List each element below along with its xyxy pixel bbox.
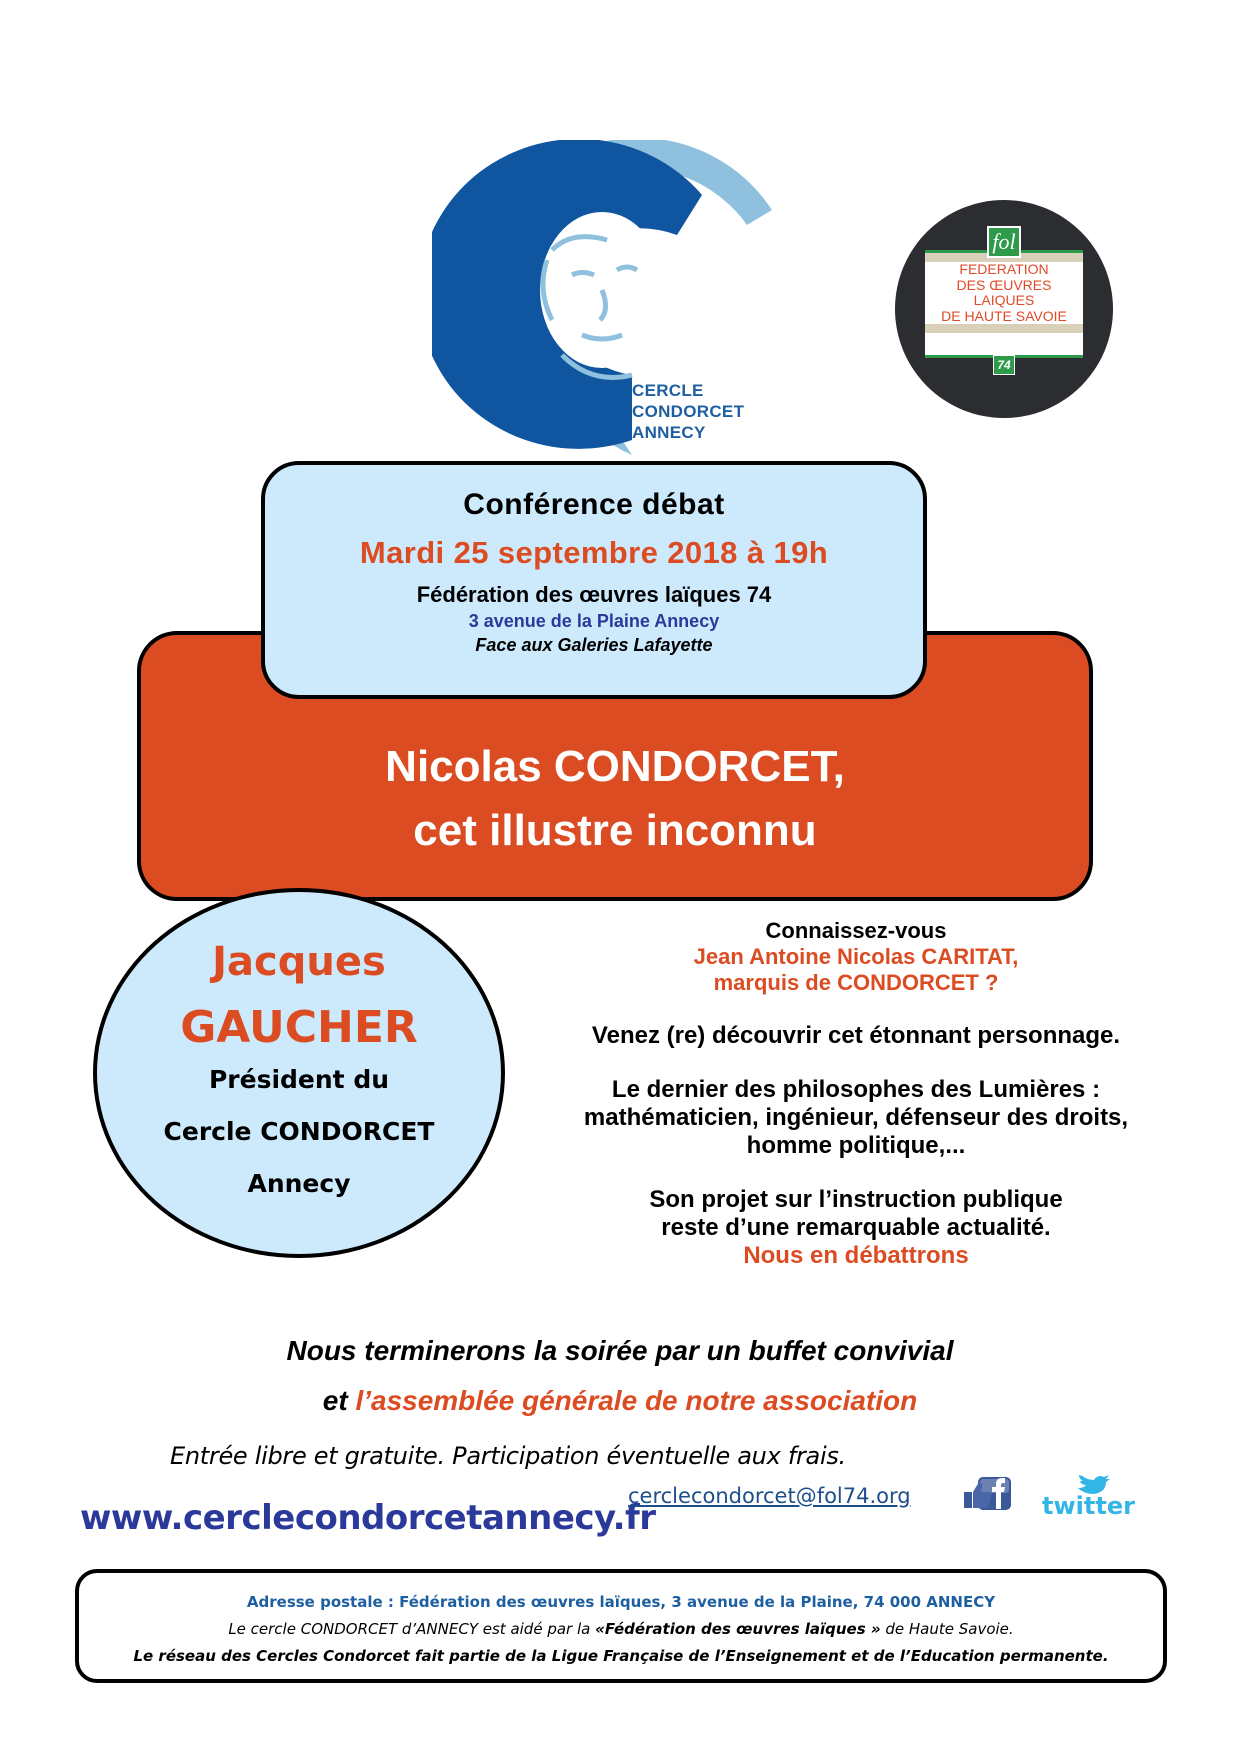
footer-box xyxy=(75,1569,1167,1683)
website-link[interactable]: www.cerclecondorcetannecy.fr xyxy=(80,1498,656,1538)
support-note xyxy=(79,1616,1163,1643)
fol-badge: fol xyxy=(987,226,1021,258)
speaker-first-name: Jacques xyxy=(212,939,386,985)
event-type: Conférence débat xyxy=(463,488,725,521)
title-line-2: cet illustre inconnu xyxy=(413,806,817,855)
network-note: Le réseau des Cercles Condorcet fait partie de la Ligue Française de l’Enseignement et de l’Education permanente. xyxy=(133,1647,1109,1665)
speaker-role: Président du xyxy=(208,1065,390,1094)
logo-line: CONDORCET xyxy=(632,402,745,421)
fol-line: DES ŒUVRES xyxy=(956,276,1052,293)
question-name: marquis de CONDORCET ? xyxy=(713,970,999,995)
cercle-condorcet-logo-text xyxy=(632,380,744,443)
speaker-role: Cercle CONDORCET xyxy=(163,1117,435,1146)
support-bold: «Fédération des œuvres laïques » xyxy=(595,1620,881,1638)
event-venue: Fédération des œuvres laïques 74 xyxy=(416,582,772,607)
event-info-box xyxy=(261,461,927,699)
bio-text: homme politique,... xyxy=(746,1132,966,1159)
fol-line: DE HAUTE SAVOIE xyxy=(941,307,1067,324)
twitter-icon[interactable] xyxy=(1040,1472,1140,1518)
fol74-logo xyxy=(895,200,1113,418)
event-date: Mardi 25 septembre 2018 à 19h xyxy=(359,535,829,570)
svg-text:twitter: twitter xyxy=(1042,1492,1135,1518)
question-intro: Connaissez-vous xyxy=(765,918,947,943)
assembly-highlight: l’assemblée générale de notre association xyxy=(355,1385,918,1416)
project-text: Son projet sur l’instruction publique xyxy=(649,1186,1063,1213)
event-landmark: Face aux Galeries Lafayette xyxy=(475,635,713,655)
logo-line: ANNECY xyxy=(632,423,706,442)
invite-text: Venez (re) découvrir cet étonnant personnage. xyxy=(591,1022,1121,1049)
fol-logo-panel xyxy=(925,250,1083,358)
email-link[interactable]: cerclecondorcet@fol74.org xyxy=(628,1484,911,1508)
speaker-circle xyxy=(93,888,505,1258)
speaker-last-name: GAUCHER xyxy=(180,1002,418,1053)
assembly-note xyxy=(0,1383,1240,1419)
logo-line: CERCLE xyxy=(632,381,704,400)
entry-note: Entrée libre et gratuite. Participation éventuelle aux frais. xyxy=(170,1442,846,1470)
bio-text: Le dernier des philosophes des Lumières : xyxy=(611,1076,1101,1103)
event-description xyxy=(512,918,1200,1270)
assembly-prefix: et xyxy=(322,1385,356,1416)
buffet-note: Nous terminerons la soirée par un buffet convivial xyxy=(286,1335,954,1366)
postal-address: Adresse postale : Fédération des œuvres laïques, 3 avenue de la Plaine, 74 000 ANNECY xyxy=(246,1593,996,1611)
fol-line: FEDERATION xyxy=(959,261,1049,277)
fol-74-badge: 74 xyxy=(993,355,1015,375)
title-line-1: Nicolas CONDORCET, xyxy=(385,742,845,791)
fol-line: LAIQUES xyxy=(973,292,1035,308)
question-name: Jean Antoine Nicolas CARITAT, xyxy=(693,944,1019,969)
event-address: 3 avenue de la Plaine Annecy xyxy=(468,611,720,631)
project-text: reste d’une remarquable actualité. xyxy=(661,1214,1051,1241)
bio-text: mathématicien, ingénieur, défenseur des droits, xyxy=(583,1104,1129,1131)
facebook-icon[interactable] xyxy=(962,1476,1012,1512)
support-prefix: Le cercle CONDORCET d’ANNECY est aidé par la xyxy=(228,1620,596,1638)
conference-title xyxy=(141,735,1089,863)
debate-text: Nous en débattrons xyxy=(743,1242,969,1269)
speaker-role: Annecy xyxy=(247,1169,351,1198)
support-suffix: de Haute Savoie. xyxy=(880,1620,1014,1638)
